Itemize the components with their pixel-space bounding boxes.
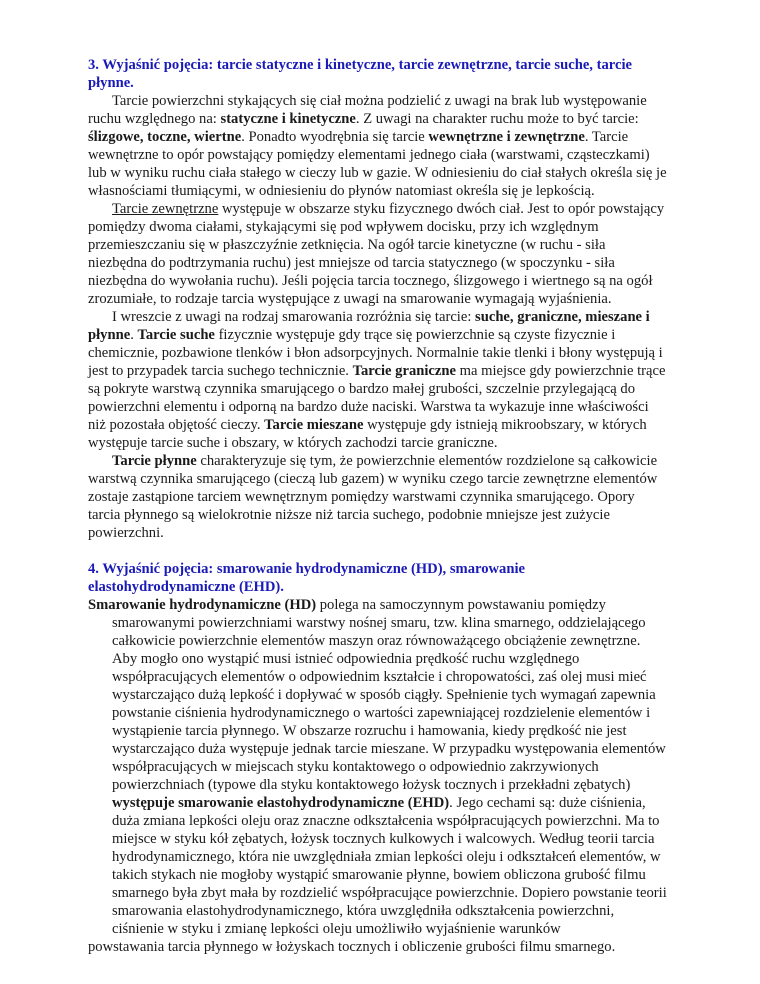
text-run: . Tarcie wewnętrzne to opór powstający pomiędzy elementami jednego ciała (warstwami, cząsteczkami) lub w wyniku ruchu ciała stałego w cieczy lub w gazie. W odniesieniu do ciał stałych określa się je własnościami tłumiącymi, w odniesieniu do płynów natomiast określa się je lepkością. — [88, 129, 667, 199]
text-run: występuje w obszarze styku fizycznego dwóch ciał. Jest to opór powstający pomiędzy dwoma ciałami, stykającymi się pod wpływem docisku, przy ich względnym przemieszczaniu się w płaszczyźnie zetknięcia. Na ogół tarcie kinetyczne (w ruchu - siła niezbędna do podtrzymania ruchu) jest mniejsze od tarcia statycznego (w spoczynku - siła niezbędna do wywołania ruchu). Jeśli pojęcia tarcia tocznego, ślizgowego i wiertnego są na ogół zrozumiałe, to rodzaje tarcia występujące z uwagi na smarowanie wymagają wyjaśnienia. — [88, 201, 665, 307]
section-3-heading: 3. Wyjaśnić pojęcia: tarcie statyczne i kinetyczne, tarcie zewnętrzne, tarcie suche, tarcie płynne. — [88, 57, 632, 91]
text-run: charakteryzuje się tym, że powierzchnie elementów rozdzielone są całkowicie warstwą czynnika smarującego (cieczą lub gazem) w wyniku czego tarcie zewnętrzne elementów zostaje zastąpione tarciem wewnętrznym pomiędzy warstwami czynnika smarującego. Opory tarcia płynnego są wielokrotnie niższe niż tarcia suchego, podobnie mniejsze jest zużycie powierzchni. — [88, 453, 658, 541]
section-3-paragraph-4 — [88, 452, 668, 542]
section-3-paragraph-2 — [88, 200, 668, 308]
section-spacer — [88, 542, 668, 560]
bold-term: Tarcie mieszane — [264, 417, 364, 433]
text-run: fizycznie występuje gdy trące się powierzchnie są czyste fizycznie i chemicznie, pozbawione tlenków i błon adsorpcyjnych. Normalnie takie tlenki i błony występują i jest to przypadek tarcia suchego technicznie. — [88, 327, 663, 379]
document-page — [88, 56, 668, 956]
underlined-term: Tarcie zewnętrzne — [112, 201, 219, 217]
section-4 — [88, 560, 668, 956]
text-run: występuje gdy istnieją mikroobszary, w których występuje tarcie suche i obszary, w których zachodzi tarcie graniczne. — [88, 417, 647, 451]
text-run: polega na samoczynnym powstawaniu pomiędzy smarowanymi powierzchniami warstwy nośnej smaru, tzw. klina smarnego, oddzielającego całkowicie powierzchnie elementów maszyn oraz równoważącego obciążenie zewnętrzne. Aby mogło ono wystąpić musi istnieć odpowiednia prędkość ruchu względnego współpracujących elementów o odpowiednim kształcie i chropowatości, zaś olej musi mieć wystarczająco dużą lepkość i dopływać w sposób ciągły. Spełnienie tych wymagań zapewnia powstanie ciśnienia hydrodynamicznego o wartości zapewniającej rozdzielenie elementów i wystąpienie tarcia płynnego. W obszarze rozruchu i hamowania, kiedy prędkość nie jest wystarczająco duża występuje jednak tarcie mieszane. W przypadku występowania elementów współpracujących w miejscach styku kontaktowego o odpowiednio zakrzywionych powierzchniach (typowe dla styku kontaktowego łożysk tocznych i przekładni zębatych) — [112, 597, 666, 793]
bold-term: występuje smarowanie elastohydrodynamiczne (EHD) — [112, 795, 450, 811]
text-run: . Z uwagi na charakter ruchu może to być tarcie: — [355, 111, 639, 127]
text-run: . — [130, 327, 138, 343]
section-4-paragraph-1 — [88, 596, 668, 938]
section-4-paragraph-2: powstawania tarcia płynnego w łożyskach tocznych i obliczenie grubości filmu smarnego. — [88, 939, 616, 955]
bold-term: ślizgowe, toczne, wiertne — [88, 129, 242, 145]
section-3-paragraph-1 — [88, 92, 668, 200]
section-3-paragraph-3 — [88, 308, 668, 452]
bold-term: wewnętrzne i zewnętrzne — [428, 129, 585, 145]
text-run: . Ponadto wyodrębnia się tarcie — [241, 129, 429, 145]
bold-term: Tarcie graniczne — [352, 363, 456, 379]
bold-term: Tarcie płynne — [112, 453, 197, 469]
bold-term: statyczne i kinetyczne — [220, 111, 356, 127]
bold-term: Smarowanie hydrodynamiczne (HD) — [88, 597, 317, 613]
text-run: I wreszcie z uwagi na rodzaj smarowania rozróżnia się tarcie: — [112, 309, 476, 325]
text-run: . Jego cechami są: duże ciśnienia, duża zmiana lepkości oleju oraz znaczne odkształcenia współpracujących powierzchni. Ma to miejsce w styku kół zębatych, łożysk tocznych kulkowych i walcowych. Według teorii tarcia hydrodynamicznego, która nie uwzględniała zmian lepkości oleju i odkształceń elementów, w takich stykach nie mogłoby wystąpić smarowanie płynne, bowiem obliczona grubość filmu smarnego była zbyt mała by rozdzielić współpracujące powierzchnie. Dopiero powstanie teorii smarowania elastohydrodynamicznego, która uwzględniła odkształcenia powierzchni, ciśnienie w styku i zmianę lepkości oleju umożliwiło wyjaśnienie warunków — [112, 795, 667, 937]
text-run: ma miejsce gdy powierzchnie trące są pokryte warstwą czynnika smarującego o bardzo małej grubości, szczelnie przylegającą do powierzchni elementu i odporną na bardzo duże naciski. Warstwa ta wykazuje inne właściwości niż pozostała objętość cieczy. — [88, 363, 666, 433]
bold-term: suche, graniczne, mieszane i płynne — [88, 309, 650, 343]
section-3 — [88, 56, 668, 542]
text-run: Tarcie powierzchni stykających się ciał można podzielić z uwagi na brak lub występowanie ruchu względnego na: — [88, 93, 647, 127]
bold-term: Tarcie suche — [137, 327, 215, 343]
section-4-heading: 4. Wyjaśnić pojęcia: smarowanie hydrodynamiczne (HD), smarowanie elastohydrodynamiczne (EHD). — [88, 561, 525, 595]
